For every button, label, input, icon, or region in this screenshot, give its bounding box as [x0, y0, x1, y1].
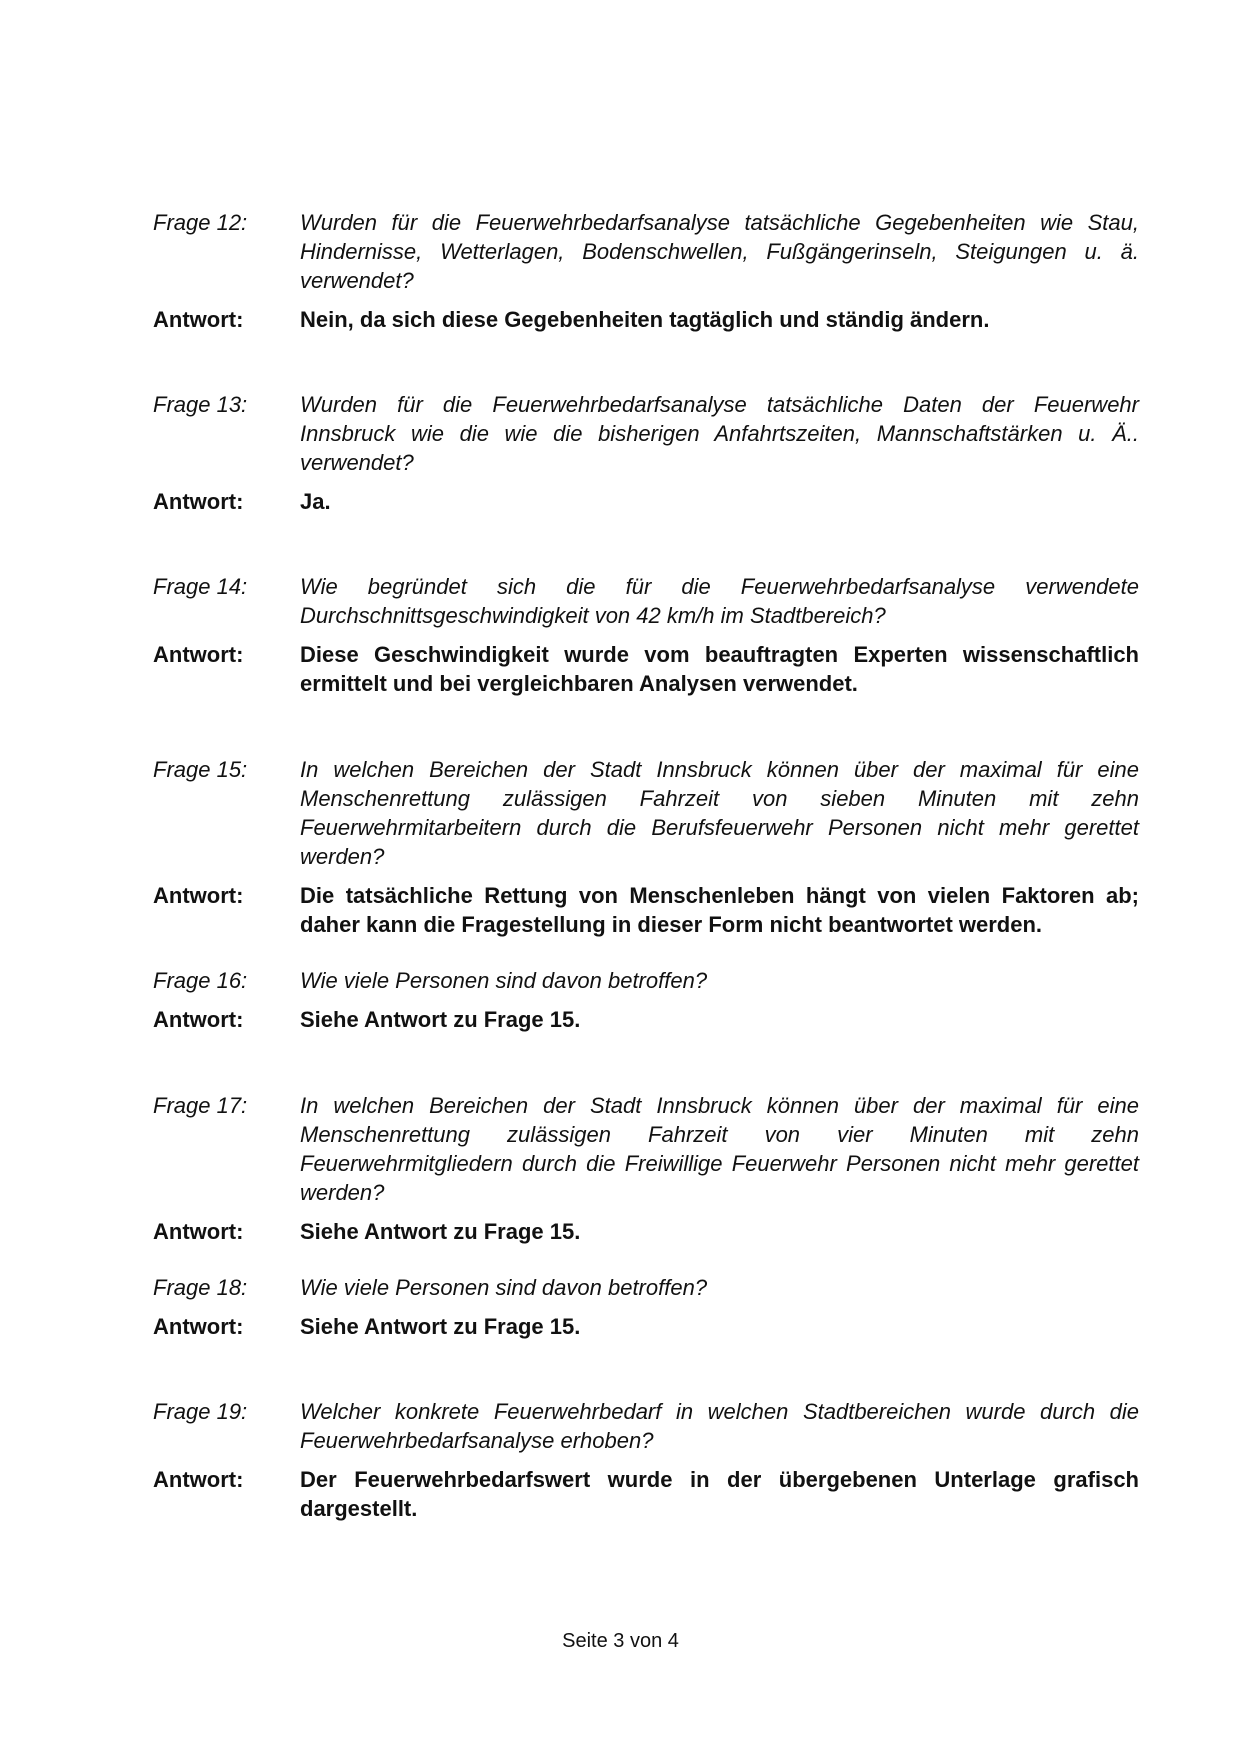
answer-text: Siehe Antwort zu Frage 15. [300, 1007, 581, 1032]
question-label: Frage 19: [153, 1399, 248, 1424]
answer-label: Antwort: [153, 1007, 244, 1032]
answer-label: Antwort: [153, 883, 244, 908]
answer-label: Antwort: [153, 489, 244, 514]
qa-entry-16 [153, 966, 1141, 1034]
question-text: Wie viele Personen sind davon betroffen? [300, 968, 708, 993]
question-label: Frage 14: [153, 574, 248, 599]
answer-label: Antwort: [153, 307, 244, 332]
qa-entry-13 [153, 390, 1141, 516]
page-number-footer: Seite 3 von 4 [562, 1630, 679, 1652]
question-label: Frage 17: [153, 1093, 248, 1118]
qa-entry-19 [153, 1397, 1141, 1523]
answer-text: Die tatsächliche Rettung von Menschenleben hängt von vielen Faktoren ab; daher kann die Fragestellung in dieser Form nicht beantwortet werden. [300, 883, 1139, 937]
question-row [153, 208, 1141, 295]
question-label: Frage 12: [153, 210, 248, 235]
answer-text: Ja. [300, 489, 331, 514]
question-label: Frage 13: [153, 392, 248, 417]
question-text: Wie viele Personen sind davon betroffen? [300, 1275, 708, 1300]
question-row [153, 390, 1141, 477]
qa-entry-12 [153, 208, 1141, 334]
question-text: In welchen Bereichen der Stadt Innsbruck können über der maximal für eine Menschenrettung zulässigen Fahrzeit von sieben Minuten mit zehn Feuerwehrmitarbeitern durch die Berufsfeuerwehr Personen nicht mehr gerettet werden? [300, 757, 1139, 869]
answer-row [153, 881, 1141, 939]
answer-row [153, 305, 1141, 334]
answer-text: Der Feuerwehrbedarfswert wurde in der übergebenen Unterlage grafisch dargestellt. [300, 1467, 1139, 1521]
question-row [153, 966, 1141, 995]
question-row [153, 1397, 1141, 1455]
question-text: Welcher konkrete Feuerwehrbedarf in welchen Stadtbereichen wurde durch die Feuerwehrbedarfsanalyse erhoben? [300, 1399, 1139, 1453]
answer-text: Diese Geschwindigkeit wurde vom beauftragten Experten wissenschaftlich ermittelt und bei vergleichbaren Analysen verwendet. [300, 642, 1139, 696]
question-row [153, 1091, 1141, 1207]
answer-row [153, 1465, 1141, 1523]
question-row [153, 572, 1141, 630]
answer-text: Siehe Antwort zu Frage 15. [300, 1314, 581, 1339]
question-text: Wurden für die Feuerwehrbedarfsanalyse tatsächliche Daten der Feuerwehr Innsbruck wie die wie die bisherigen Anfahrtszeiten, Mannschaftstärken u. Ä.. verwendet? [300, 392, 1139, 475]
answer-label: Antwort: [153, 642, 244, 667]
answer-label: Antwort: [153, 1314, 244, 1339]
question-label: Frage 15: [153, 757, 248, 782]
question-text: In welchen Bereichen der Stadt Innsbruck können über der maximal für eine Menschenrettung zulässigen Fahrzeit von vier Minuten mit zehn Feuerwehrmitgliedern durch die Freiwillige Feuerwehr Personen nicht mehr gerettet werden? [300, 1093, 1139, 1205]
qa-entry-15 [153, 755, 1141, 939]
question-row [153, 1273, 1141, 1302]
question-row [153, 755, 1141, 871]
answer-row [153, 487, 1141, 516]
answer-label: Antwort: [153, 1219, 244, 1244]
answer-text: Nein, da sich diese Gegebenheiten tagtäglich und ständig ändern. [300, 307, 990, 332]
qa-entry-18 [153, 1273, 1141, 1341]
qa-entry-17 [153, 1091, 1141, 1246]
question-text: Wie begründet sich die für die Feuerwehrbedarfsanalyse verwendete Durchschnittsgeschwindigkeit von 42 km/h im Stadtbereich? [300, 574, 1139, 628]
question-text: Wurden für die Feuerwehrbedarfsanalyse tatsächliche Gegebenheiten wie Stau, Hindernisse, Wetterlagen, Bodenschwellen, Fußgängerinseln, Steigungen u. ä. verwendet? [300, 210, 1139, 293]
answer-text: Siehe Antwort zu Frage 15. [300, 1219, 581, 1244]
answer-row [153, 1312, 1141, 1341]
answer-row [153, 640, 1141, 698]
question-label: Frage 18: [153, 1275, 248, 1300]
question-label: Frage 16: [153, 968, 248, 993]
answer-row [153, 1005, 1141, 1034]
answer-label: Antwort: [153, 1467, 244, 1492]
qa-entry-14 [153, 572, 1141, 698]
answer-row [153, 1217, 1141, 1246]
